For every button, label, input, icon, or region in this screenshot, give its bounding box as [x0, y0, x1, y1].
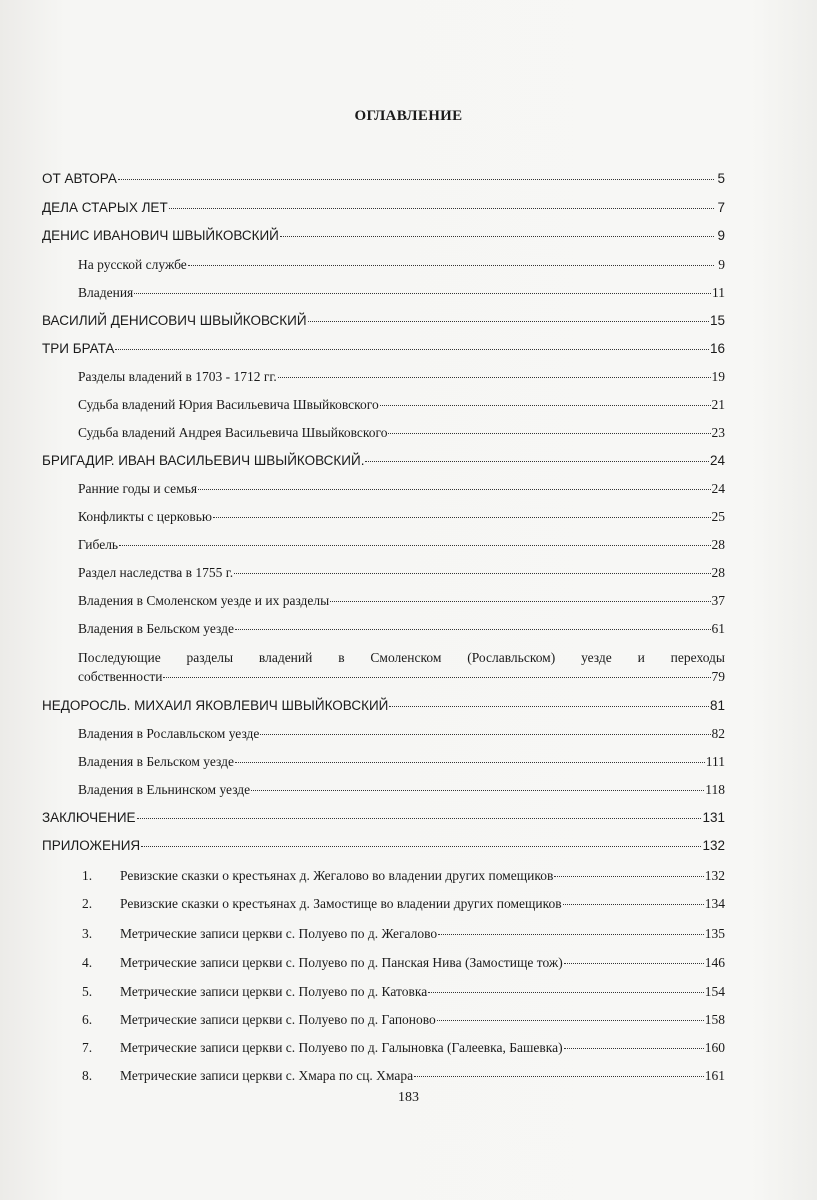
leader-dots	[163, 677, 710, 678]
appendix-entry	[82, 926, 725, 942]
appendix-entry	[82, 955, 725, 971]
leader-dots	[278, 377, 711, 378]
toc-entry-page: 23	[711, 425, 725, 440]
toc-entry-label: Судьба владений Андрея Васильевича Швыйковского	[78, 425, 388, 440]
appendix-number: 1.	[82, 868, 93, 883]
toc-entry-label: Судьба владений Юрия Васильевича Швыйковского	[78, 397, 379, 412]
toc-entry-page: 37	[711, 593, 725, 608]
appendix-entry	[82, 984, 725, 1000]
appendix-label: Метрические записи церкви с. Полуево по д. Жегалово	[120, 926, 438, 941]
toc-entry-label: БРИГАДИР. ИВАН ВАСИЛЬЕВИЧ ШВЫЙКОВСКИЙ.	[42, 453, 365, 468]
toc-entry-page: 9	[718, 257, 725, 272]
toc-entry-page: 5	[717, 171, 725, 186]
leader-dots	[380, 405, 711, 406]
appendix-entry	[82, 1068, 725, 1084]
toc-entry	[42, 313, 725, 329]
toc-subentry	[78, 669, 725, 685]
leader-dots	[280, 236, 714, 237]
toc-entry	[42, 453, 725, 469]
toc-entry-label: Конфликты с церковью	[78, 509, 212, 524]
toc-entry-label: ОТ АВТОРА	[42, 171, 117, 186]
appendix-number: 4.	[82, 955, 93, 970]
toc-entry-label: ДЕНИС ИВАНОВИЧ ШВЫЙКОВСКИЙ	[42, 228, 279, 243]
toc-entry-label: Ранние годы и семья	[78, 481, 198, 496]
toc-entry-page: 81	[709, 698, 725, 713]
toc-entry-label: Владения в Бельском уезде	[78, 754, 234, 769]
page-number: 183	[398, 1090, 419, 1105]
toc-entry-label: ТРИ БРАТА	[42, 341, 115, 356]
toc-entry-page: 11	[712, 285, 725, 300]
toc-entry-page: 118	[705, 782, 725, 797]
appendix-entry	[82, 896, 725, 912]
leader-dots	[213, 517, 711, 518]
toc-entry-label: Владения	[78, 285, 134, 300]
toc-entry-page: 24	[711, 481, 725, 496]
leader-dots	[437, 1020, 704, 1021]
leader-dots	[137, 818, 702, 819]
leader-dots	[235, 762, 705, 763]
toc-entry-page: 9	[717, 228, 725, 243]
toc-entry-page: 61	[711, 621, 725, 636]
toc-entry-label: НЕДОРОСЛЬ. МИХАИЛ ЯКОВЛЕВИЧ ШВЫЙКОВСКИЙ	[42, 698, 389, 713]
leader-dots	[118, 179, 714, 180]
toc-entry-label: ДЕЛА СТАРЫХ ЛЕТ	[42, 200, 168, 215]
leader-dots	[141, 846, 701, 847]
leader-dots	[428, 992, 704, 993]
appendix-entry	[82, 1012, 725, 1028]
toc-entry-page: 15	[709, 313, 725, 328]
toc-subentry	[78, 285, 725, 301]
toc-entry	[42, 228, 725, 244]
appendix-number: 8.	[82, 1068, 93, 1083]
toc-entry-label: Гибель	[78, 537, 119, 552]
toc-entry-page: 16	[709, 341, 725, 356]
toc-title: ОГЛАВЛЕНИЕ	[354, 108, 463, 124]
leader-dots	[330, 601, 710, 602]
toc-subentry	[78, 481, 725, 497]
appendix-page: 146	[704, 955, 725, 970]
toc-entry-page: 25	[711, 509, 725, 524]
leader-dots	[414, 1076, 704, 1077]
appendix-number: 5.	[82, 984, 93, 999]
appendix-label: Метрические записи церкви с. Полуево по д. Галыновка (Галеевка, Башевка)	[120, 1040, 563, 1055]
toc-entry-page: 131	[702, 810, 725, 825]
toc-subentry	[78, 593, 725, 609]
toc-entry-label: На русской службе	[78, 257, 187, 272]
leader-dots	[260, 734, 710, 735]
toc-entry-label: ПРИЛОЖЕНИЯ	[42, 838, 141, 853]
leader-dots	[188, 265, 714, 266]
appendix-page: 134	[704, 896, 725, 911]
toc-subentry	[78, 397, 725, 413]
appendix-label: Метрические записи церкви с. Полуево по д. Гапоново	[120, 1012, 436, 1027]
leader-dots	[119, 545, 710, 546]
toc-entry-label: Владения в Смоленском уезде и их разделы	[78, 593, 330, 608]
appendix-page: 135	[704, 926, 725, 941]
toc-entry-label: Владения в Рославльском уезде	[78, 726, 260, 741]
leader-dots	[134, 293, 711, 294]
leader-dots	[308, 321, 709, 322]
leader-dots	[564, 963, 704, 964]
appendix-page: 154	[704, 984, 725, 999]
toc-entry-page: 21	[711, 397, 725, 412]
toc-entry	[42, 200, 725, 216]
appendix-page: 161	[704, 1068, 725, 1083]
toc-entry-label: Разделы владений в 1703 - 1712 гг.	[78, 369, 277, 384]
toc-subentry-wrapped: Последующие разделы владений в Смоленском (Рославльском) уезде и переходы	[78, 650, 725, 665]
toc-subentry	[78, 425, 725, 441]
toc-subentry	[78, 537, 725, 553]
appendix-number: 3.	[82, 926, 93, 941]
leader-dots	[389, 706, 709, 707]
appendix-page: 158	[704, 1012, 725, 1027]
toc-entry-label: ВАСИЛИЙ ДЕНИСОВИЧ ШВЫЙКОВСКИЙ	[42, 313, 307, 328]
toc-subentry	[78, 257, 725, 273]
appendix-page: 132	[704, 868, 725, 883]
toc-entry-page: 111	[705, 754, 725, 769]
toc-subentry	[78, 565, 725, 581]
leader-dots	[388, 433, 710, 434]
toc-entry-page: 82	[711, 726, 725, 741]
toc-entry-page: 79	[711, 669, 725, 684]
leader-dots	[251, 790, 704, 791]
toc-subentry	[78, 782, 725, 798]
appendix-page: 160	[704, 1040, 725, 1055]
toc-entry-page: 19	[711, 369, 725, 384]
toc-entry-label: ЗАКЛЮЧЕНИЕ	[42, 810, 136, 825]
leader-dots	[564, 1048, 704, 1049]
toc-subentry	[78, 621, 725, 637]
leader-dots	[554, 876, 703, 877]
appendix-number: 7.	[82, 1040, 93, 1055]
toc-entry-page: 28	[711, 537, 725, 552]
appendix-label: Метрические записи церкви с. Полуево по д. Панская Нива (Замостище тож)	[120, 955, 563, 970]
leader-dots	[235, 629, 711, 630]
toc-subentry	[78, 726, 725, 742]
toc-entry	[42, 698, 725, 714]
toc-subentry	[78, 754, 725, 770]
toc-entry	[42, 171, 725, 187]
appendix-number: 2.	[82, 896, 93, 911]
toc-entry-page: 132	[702, 838, 725, 853]
appendix-number: 6.	[82, 1012, 93, 1027]
appendix-label: Метрические записи церкви с. Полуево по д. Катовка	[120, 984, 428, 999]
toc-entry-label: Владения в Ельнинском уезде	[78, 782, 251, 797]
toc-entry-label: собственности	[78, 669, 163, 684]
toc-entry	[42, 838, 725, 854]
toc-entry-page: 7	[717, 200, 725, 215]
leader-dots	[438, 934, 704, 935]
appendix-entry	[82, 1040, 725, 1056]
toc-entry-page: 28	[711, 565, 725, 580]
toc-entry-label: Раздел наследства в 1755 г.	[78, 565, 234, 580]
leader-dots	[563, 904, 704, 905]
appendix-label: Ревизские сказки о крестьянах д. Жегалово во владении других помещиков	[120, 868, 554, 883]
leader-dots	[169, 208, 714, 209]
toc-subentry	[78, 509, 725, 525]
toc-entry	[42, 810, 725, 826]
appendix-label: Метрические записи церкви с. Хмара по сц. Хмара	[120, 1068, 414, 1083]
toc-entry-label: Владения в Бельском уезде	[78, 621, 234, 636]
appendix-entry	[82, 868, 725, 884]
leader-dots	[115, 349, 709, 350]
leader-dots	[198, 489, 710, 490]
toc-entry	[42, 341, 725, 357]
leader-dots	[365, 461, 709, 462]
toc-entry-page: 24	[709, 453, 725, 468]
appendix-label: Ревизские сказки о крестьянах д. Замостище во владении других помещиков	[120, 896, 562, 911]
leader-dots	[234, 573, 710, 574]
toc-subentry	[78, 369, 725, 385]
